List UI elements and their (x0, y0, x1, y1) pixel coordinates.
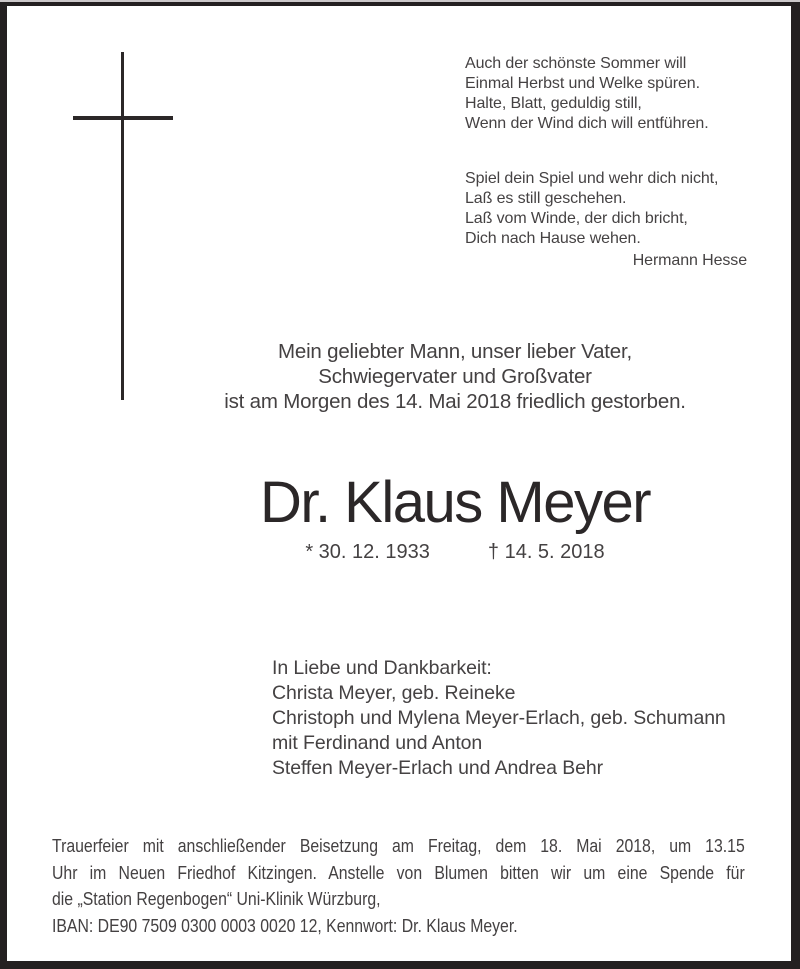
poem-attribution: Hermann Hesse (632, 252, 747, 269)
poem-line: Halte, Blatt, geduldig still, (465, 95, 642, 112)
mourner-line: Steffen Meyer-Erlach und Andrea Behr (272, 757, 603, 779)
frame-border-bottom (0, 961, 800, 969)
frame-border-top (0, 2, 800, 6)
funeral-line: die „Station Regenbogen“ Uni-Klinik Würzburg, (52, 889, 381, 910)
poem-stanza-2 (465, 169, 747, 249)
frame-border-left (0, 2, 7, 969)
mourners-list (272, 656, 726, 781)
life-dates (110, 540, 800, 564)
funeral-line: IBAN: DE90 7509 0300 0003 0020 12, Kennwort: Dr. Klaus Meyer. (52, 915, 518, 936)
announcement-line: ist am Morgen des 14. Mai 2018 friedlich gestorben. (224, 390, 686, 413)
poem (465, 54, 747, 271)
mourner-line: mit Ferdinand und Anton (272, 732, 483, 754)
poem-line: Laß vom Winde, der dich bricht, (465, 210, 688, 227)
mourner-line: Christa Meyer, geb. Reineke (272, 682, 516, 704)
birth-date: * 30. 12. 1933 (305, 541, 430, 563)
funeral-info (52, 833, 745, 939)
poem-line: Wenn der Wind dich will entführen. (465, 115, 709, 132)
funeral-line: Uhr im Neuen Friedhof Kitzingen. Anstelle von Blumen bitten wir um eine Spende für (52, 862, 745, 883)
poem-stanza-1 (465, 54, 747, 134)
poem-line: Laß es still geschehen. (465, 190, 627, 207)
mourners-heading: In Liebe und Dankbarkeit: (272, 657, 492, 679)
poem-line: Auch der schönste Sommer will (465, 55, 687, 72)
announcement-line: Mein geliebter Mann, unser lieber Vater, (278, 340, 632, 363)
poem-line: Dich nach Hause wehen. (465, 230, 641, 247)
deceased-name: Dr. Klaus Meyer (259, 470, 651, 535)
announcement-line: Schwiegervater und Großvater (318, 365, 592, 388)
funeral-line: Trauerfeier mit anschließender Beisetzung am Freitag, dem 18. Mai 2018, um 13.15 (52, 836, 745, 856)
mourner-line: Christoph und Mylena Meyer-Erlach, geb. Schumann (272, 707, 726, 729)
death-date: † 14. 5. 2018 (487, 541, 605, 563)
death-announcement (110, 339, 800, 414)
cross-horizontal-bar (73, 116, 173, 120)
poem-line: Spiel dein Spiel und wehr dich nicht, (465, 170, 719, 187)
poem-line: Einmal Herbst und Welke spüren. (465, 75, 700, 92)
